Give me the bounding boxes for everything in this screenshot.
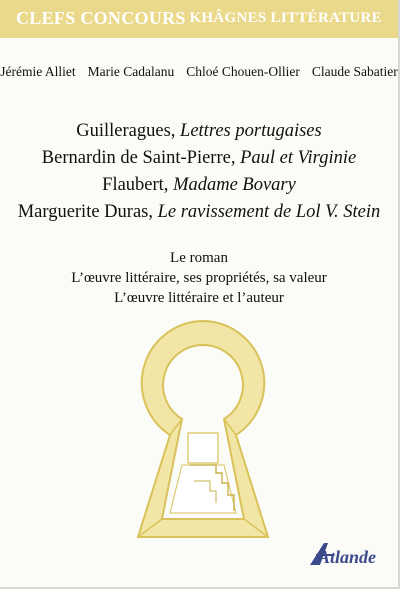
work-author: Guilleragues, bbox=[76, 121, 176, 141]
author-name: Chloé Chouen-Ollier bbox=[186, 64, 300, 79]
work-title: Lettres portugaises bbox=[180, 121, 322, 141]
work-entry bbox=[0, 145, 398, 172]
work-title: Paul et Virginie bbox=[240, 148, 357, 168]
work-title: Le ravissement de Lol V. Stein bbox=[157, 202, 381, 222]
work-title: Madame Bovary bbox=[173, 175, 296, 195]
theme-item: L’œuvre littéraire, ses propriétés, sa valeur bbox=[71, 270, 327, 286]
work-entry bbox=[0, 199, 398, 226]
publisher-name: Atlande bbox=[317, 547, 376, 567]
work-author: Flaubert, bbox=[102, 175, 169, 195]
work-entry bbox=[0, 118, 398, 145]
author-name: Marie Cadalanu bbox=[87, 64, 175, 79]
keyhole-illustration bbox=[118, 315, 288, 545]
work-author: Marguerite Duras, bbox=[17, 202, 153, 222]
work-author: Bernardin de Saint-Pierre, bbox=[41, 148, 236, 168]
author-name: Claude Sabatier bbox=[311, 64, 398, 79]
series-banner bbox=[0, 0, 398, 38]
series-name: CLEFS CONCOURS bbox=[16, 8, 186, 28]
works-list bbox=[0, 118, 398, 226]
authors-list bbox=[0, 64, 398, 80]
theme-item: L’œuvre littéraire et l’auteur bbox=[114, 290, 284, 306]
theme-item: Le roman bbox=[170, 250, 228, 266]
themes-list bbox=[0, 248, 398, 308]
series-category: KHÂGNES LITTÉRATURE bbox=[189, 10, 382, 26]
work-entry bbox=[0, 172, 398, 199]
author-name: Jérémie Alliet bbox=[0, 64, 76, 79]
